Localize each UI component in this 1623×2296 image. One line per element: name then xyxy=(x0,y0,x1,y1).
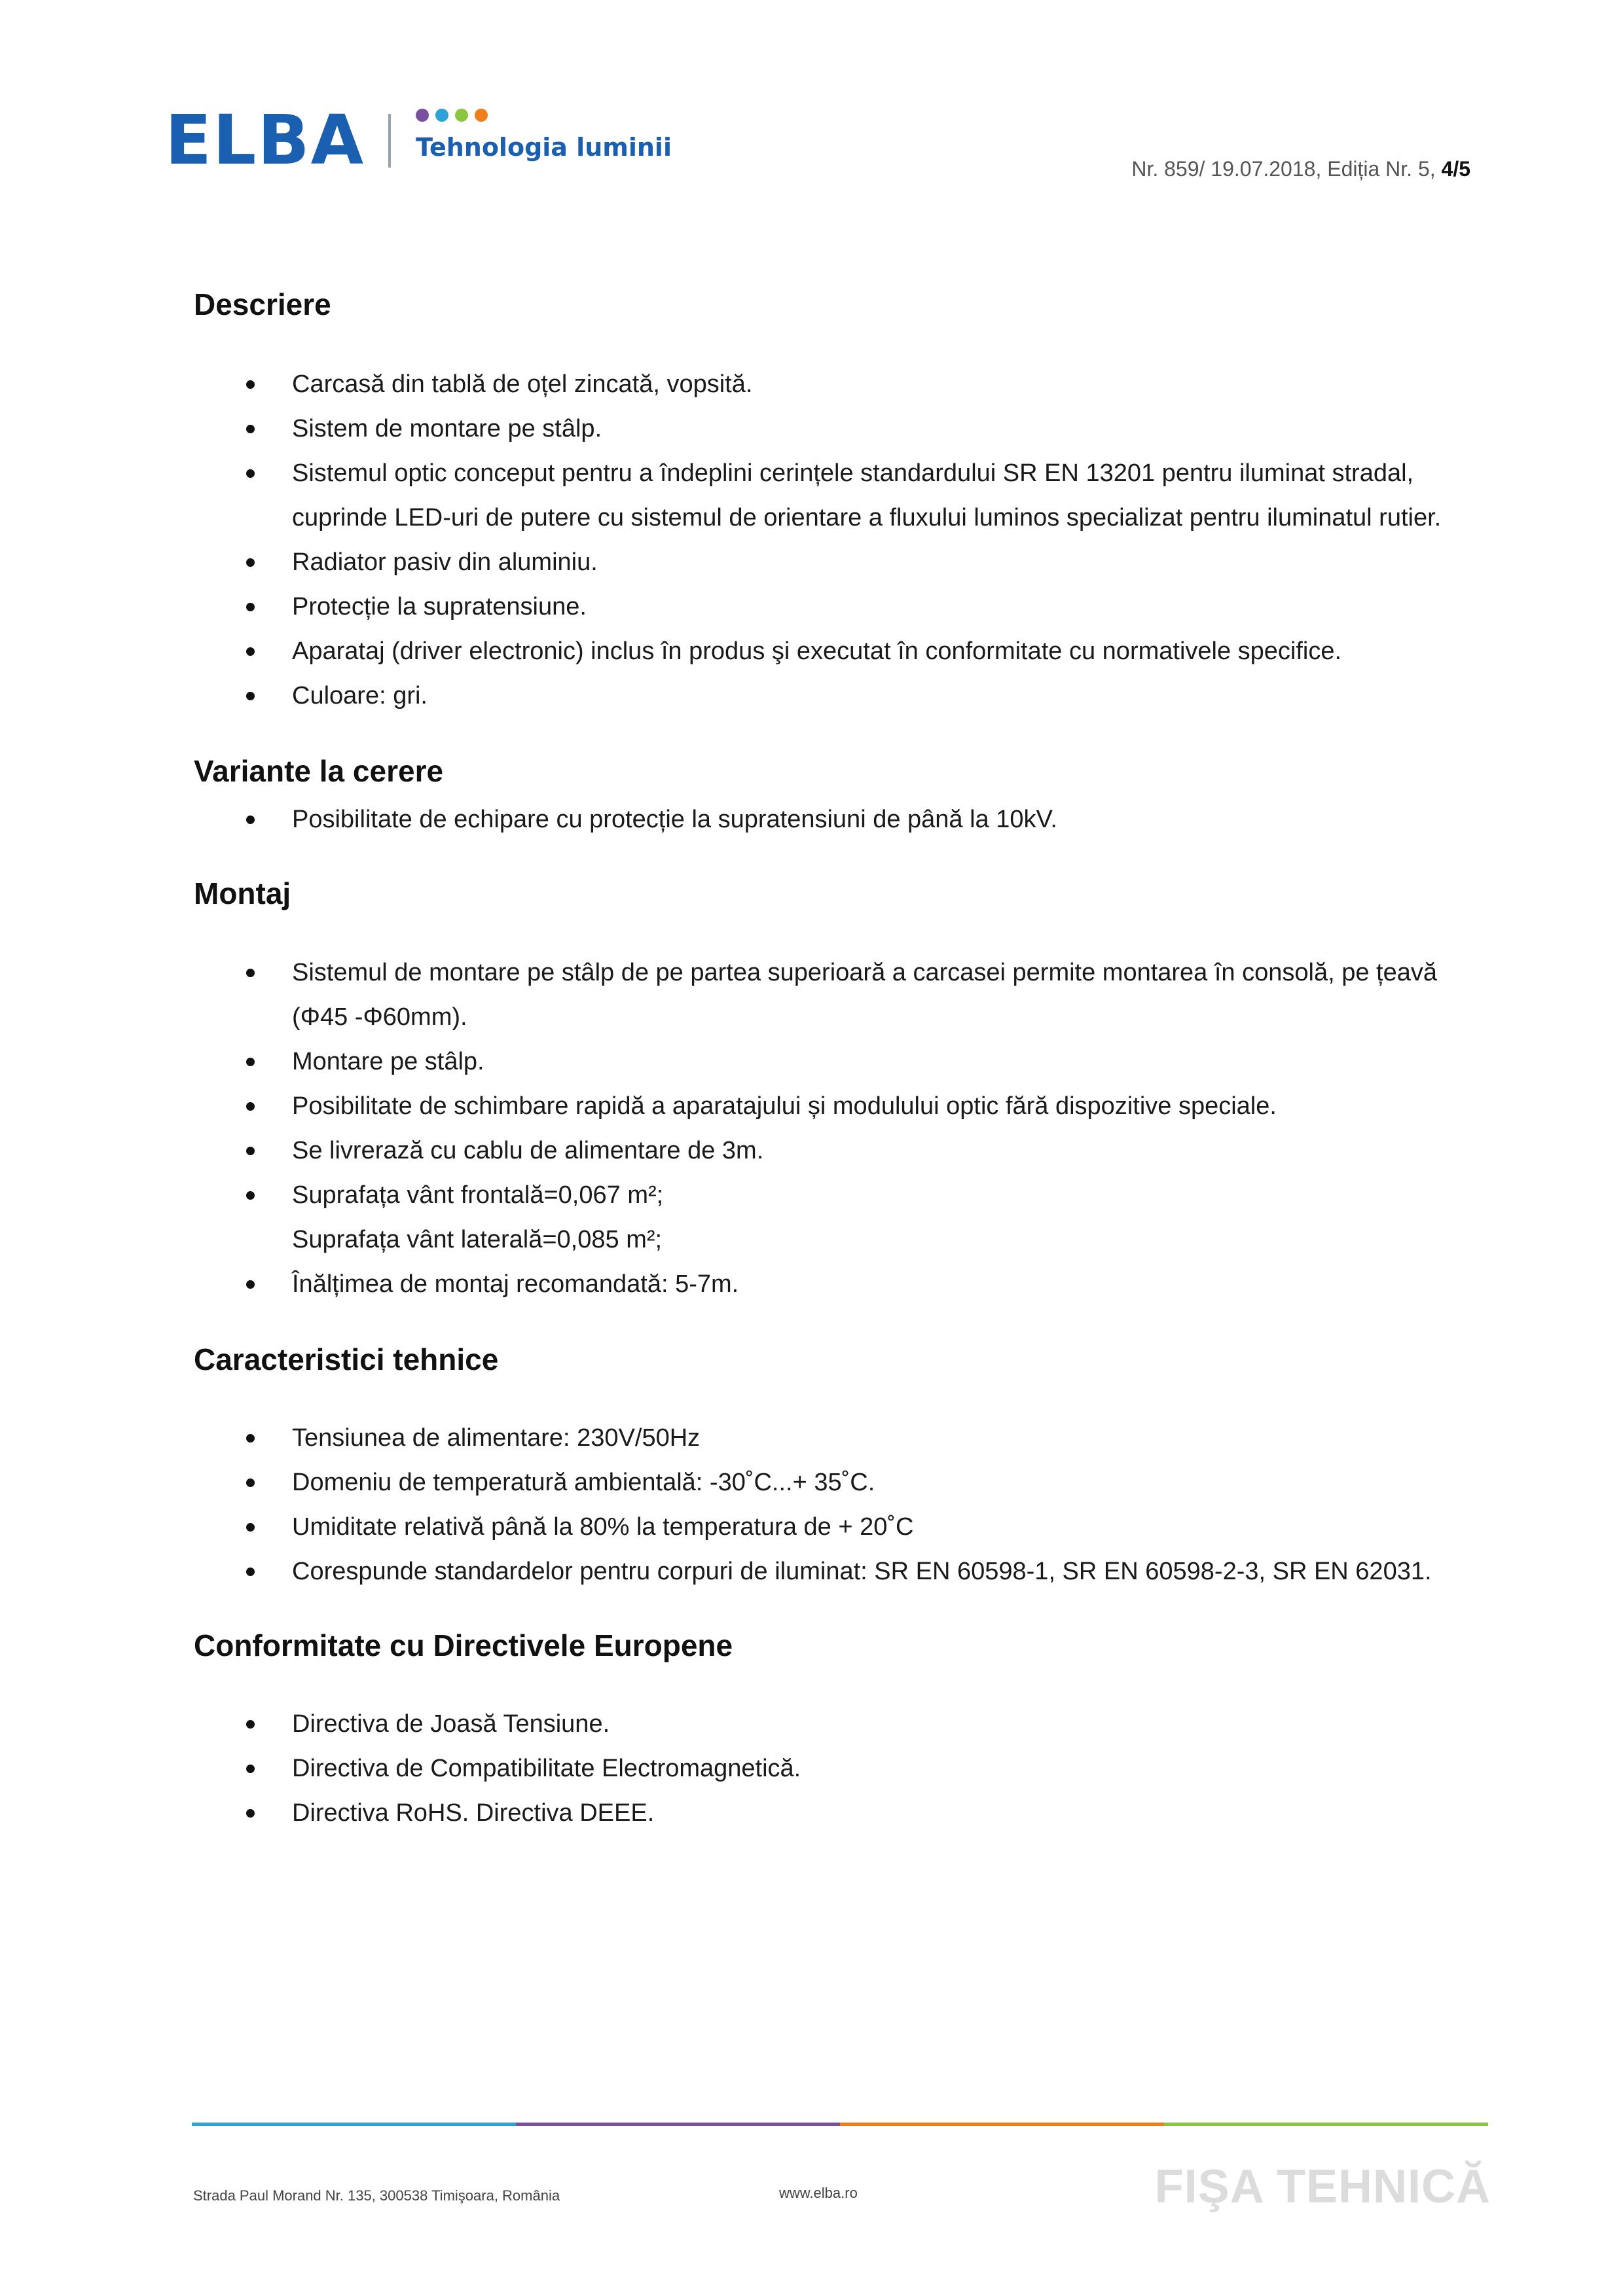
list-item: Suprafața vânt frontală=0,067 m²; xyxy=(194,1173,1477,1217)
list-item: Umiditate relativă până la 80% la temperatura de + 20˚C xyxy=(194,1505,1477,1549)
logo-dot-green-icon xyxy=(455,109,468,122)
list-item: Culoare: gri. xyxy=(194,673,1477,718)
footer-address: Strada Paul Morand Nr. 135, 300538 Timişoara, România xyxy=(193,2187,560,2204)
footer-website: www.elba.ro xyxy=(779,2185,858,2201)
section-title-conformitate: Conformitate cu Directivele Europene xyxy=(194,1628,733,1662)
list-item: Sistemul optic conceput pentru a îndeplini cerințele standardului SR EN 13201 pentru iluminat stradal, cuprinde LED-uri de putere cu sistemul de orientare a fluxului luminos specializat pentru iluminatul rutier. xyxy=(194,451,1477,540)
doc-ref-text: Nr. 859/ 19.07.2018, Ediția Nr. 5, xyxy=(1131,157,1442,181)
list-item: Suprafața vânt laterală=0,085 m²; xyxy=(292,1225,663,1253)
footer-color-line xyxy=(192,2123,1488,2126)
list-montaj xyxy=(194,950,1477,1306)
footer-line-segment xyxy=(840,2123,1164,2126)
list-item: Directiva de Compatibilitate Electromagnetică. xyxy=(194,1746,1477,1791)
footer-line-segment xyxy=(192,2123,516,2126)
list-item: Înălțimea de montaj recomandată: 5-7m. xyxy=(194,1262,1477,1306)
list-item: Protecție la supratensiune. xyxy=(194,584,1477,629)
list-item: Directiva RoHS. Directiva DEEE. xyxy=(194,1791,1477,1835)
footer-line-segment xyxy=(516,2123,840,2126)
logo-dot-purple-icon xyxy=(416,109,429,122)
document-body xyxy=(194,287,1477,1835)
section-title-caracteristici: Caracteristici tehnice xyxy=(194,1342,499,1376)
logo-dot-blue-icon xyxy=(435,109,448,122)
list-item: Sistemul de montare pe stâlp de pe partea superioară a carcasei permite montarea în consolă, pe țeavă (Φ45 -Φ60mm). xyxy=(194,950,1477,1039)
list-item: Montare pe stâlp. xyxy=(194,1039,1477,1084)
footer-doc-type: FIŞA TEHNICĂ xyxy=(1154,2161,1491,2213)
list-item: Se livrerază cu cablu de alimentare de 3m. xyxy=(194,1128,1477,1173)
list-descriere xyxy=(194,362,1477,718)
list-item: Corespunde standardelor pentru corpuri de iluminat: SR EN 60598-1, SR EN 60598-2-3, SR EN 62031. xyxy=(194,1549,1477,1594)
section-title-variante: Variante la cerere xyxy=(194,754,444,789)
document-reference xyxy=(1131,157,1470,181)
page-number: 4/5 xyxy=(1441,157,1470,181)
list-item: Posibilitate de schimbare rapidă a aparatajului și modulului optic fără dispozitive speciale. xyxy=(194,1084,1477,1128)
section-title-montaj: Montaj xyxy=(194,876,291,911)
logo-separator xyxy=(388,114,391,168)
list-caracteristici xyxy=(194,1416,1477,1594)
list-conformitate xyxy=(194,1702,1477,1835)
footer-line-segment xyxy=(1164,2123,1488,2126)
logo-dots xyxy=(416,109,672,123)
list-variante xyxy=(194,797,1477,842)
logo-tagline-block xyxy=(416,109,672,160)
list-item: Domeniu de temperatură ambientală: -30˚C...+ 35˚C. xyxy=(194,1460,1477,1505)
list-item: Carcasă din tablă de oțel zincată, vopsită. xyxy=(194,362,1477,406)
logo-tagline: Tehnologia luminii xyxy=(416,133,672,162)
section-title-descriere: Descriere xyxy=(194,287,331,321)
list-item: Radiator pasiv din aluminiu. xyxy=(194,540,1477,584)
logo-wordmark: ELBA xyxy=(165,100,365,180)
list-item: Aparataj (driver electronic) inclus în produs şi executat în conformitate cu normativele specifice. xyxy=(194,629,1477,673)
elba-logo xyxy=(165,100,672,180)
logo-dot-orange-icon xyxy=(475,109,488,122)
list-item: Posibilitate de echipare cu protecție la supratensiuni de până la 10kV. xyxy=(194,797,1477,842)
list-item: Sistem de montare pe stâlp. xyxy=(194,406,1477,451)
list-item: Directiva de Joasă Tensiune. xyxy=(194,1702,1477,1746)
list-item: Tensiunea de alimentare: 230V/50Hz xyxy=(194,1416,1477,1460)
